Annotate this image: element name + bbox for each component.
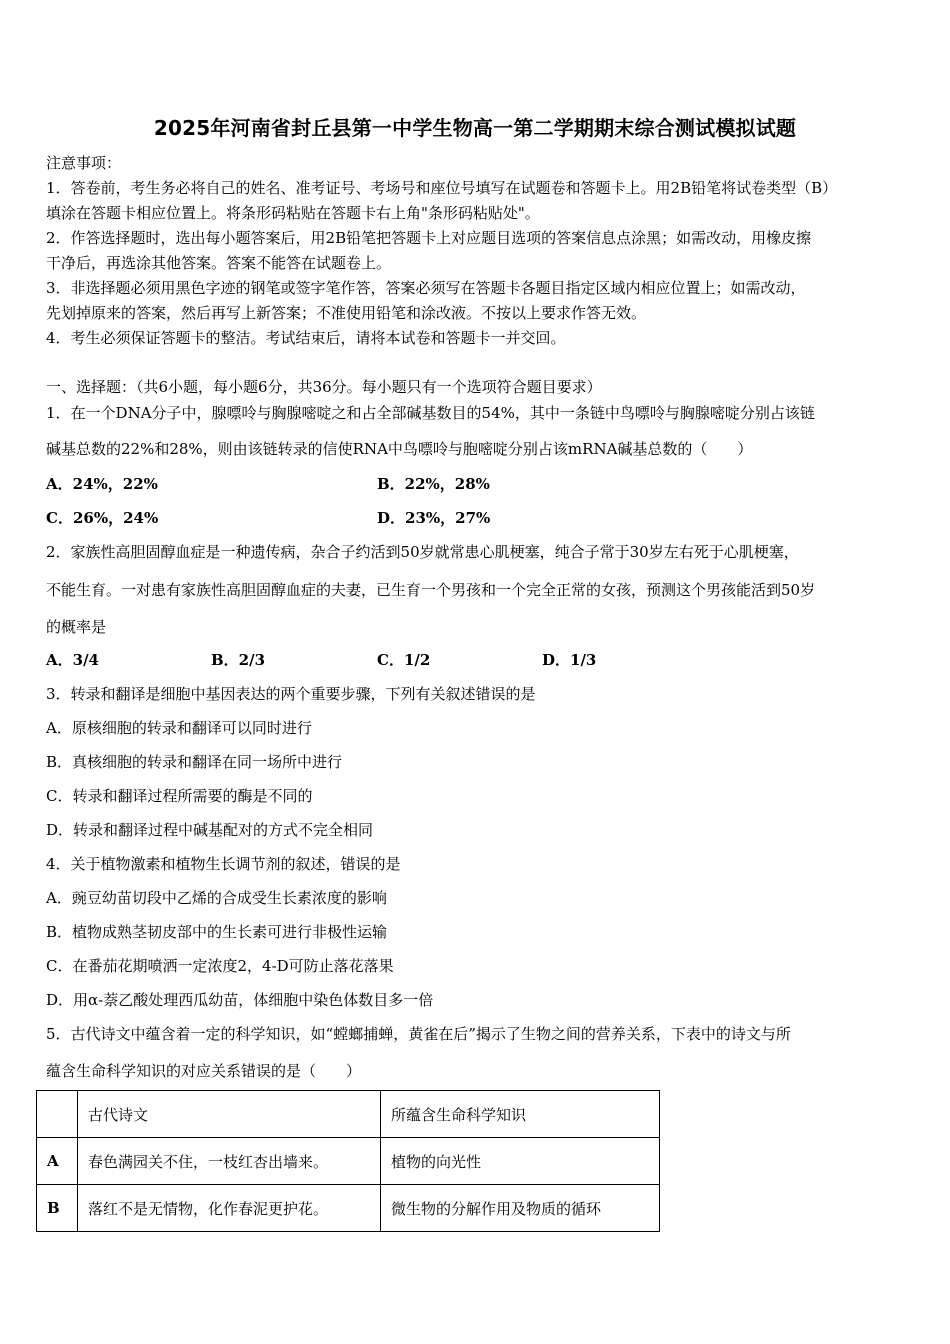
question-2-option-c: C．1/2 xyxy=(377,651,431,669)
table-cell: 落红不是无情物，化作春泥更护花。 xyxy=(78,1185,381,1232)
table-cell: 植物的向光性 xyxy=(381,1138,660,1185)
question-1-line: 碱基总数的22%和28%，则由该链转录的信使RNA中鸟嘌呤与胞嘧啶分别占该mRNA碱基总数的（ ） xyxy=(46,440,753,458)
table-cell: 微生物的分解作用及物质的循环 xyxy=(381,1185,660,1232)
question-1-option-c: C．26%，24% xyxy=(46,509,159,527)
question-2-line: 的概率是 xyxy=(46,618,107,636)
question-1-option-b: B．22%，28% xyxy=(377,475,490,493)
question-3-stem: 3．转录和翻译是细胞中基因表达的两个重要步骤，下列有关叙述错误的是 xyxy=(46,685,536,703)
question-3-option-a: A．原核细胞的转录和翻译可以同时进行 xyxy=(46,719,312,737)
notice-heading: 注意事项： xyxy=(46,154,122,172)
question-5-line: 蕴含生命科学知识的对应关系错误的是（ ） xyxy=(46,1062,362,1080)
question-4-option-a: A．豌豆幼苗切段中乙烯的合成受生长素浓度的影响 xyxy=(46,889,387,907)
question-2-option-b: B．2/3 xyxy=(211,651,266,669)
question-4-option-b: B．植物成熟茎韧皮部中的生长素可进行非极性运输 xyxy=(46,923,388,941)
table-row xyxy=(37,1185,660,1232)
notice-line: 2．作答选择题时，选出每小题答案后，用2B铅笔把答题卡上对应题目选项的答案信息点涂黑；如需改动，用橡皮擦 xyxy=(46,229,812,247)
question-1-option-a: A．24%，22% xyxy=(46,475,158,493)
question-4-option-c: C．在番茄花期喷洒一定浓度2，4-D可防止落花落果 xyxy=(46,957,394,975)
page-title: 2025年河南省封丘县第一中学生物高一第二学期期末综合测试模拟试题 xyxy=(153,116,797,140)
table-cell: 春色满园关不住，一枝红杏出墙来。 xyxy=(78,1138,381,1185)
section-heading: 一、选择题：（共6小题，每小题6分，共36分。每小题只有一个选项符合题目要求） xyxy=(46,378,602,396)
table-cell: A xyxy=(37,1138,78,1185)
poem-knowledge-table xyxy=(36,1090,660,1232)
question-1-line: 1．在一个DNA分子中，腺嘌呤与胸腺嘧啶之和占全部碱基数目的54%，其中一条链中鸟嘌呤与胸腺嘧啶分别占该链 xyxy=(46,404,815,422)
notice-line: 4．考生必须保证答题卡的整洁。考试结束后，请将本试卷和答题卡一并交回。 xyxy=(46,329,566,347)
question-2-option-a: A．3/4 xyxy=(46,651,99,669)
question-2-line: 2．家族性高胆固醇血症是一种遗传病，杂合子约活到50岁就常患心肌梗塞，纯合子常于30岁左右死于心肌梗塞， xyxy=(46,543,799,561)
notice-line: 3．非选择题必须用黑色字迹的钢笔或签字笔作答，答案必须写在答题卡各题目指定区域内相应位置上；如需改动， xyxy=(46,279,806,297)
question-4-option-d: D．用α-萘乙酸处理西瓜幼苗，体细胞中染色体数目多一倍 xyxy=(46,991,434,1009)
question-2-line: 不能生育。一对患有家族性高胆固醇血症的夫妻，已生育一个男孩和一个完全正常的女孩，预测这个男孩能活到50岁 xyxy=(46,581,816,599)
notice-line: 干净后，再选涂其他答案。答案不能答在试题卷上。 xyxy=(46,254,392,272)
question-3-option-b: B．真核细胞的转录和翻译在同一场所中进行 xyxy=(46,753,343,771)
table-header-row xyxy=(37,1091,660,1138)
notice-line: 先划掉原来的答案，然后再写上新答案；不准使用铅笔和涂改液。不按以上要求作答无效。 xyxy=(46,304,647,322)
table-header-cell: 所蕴含生命科学知识 xyxy=(381,1091,660,1138)
table-row xyxy=(37,1138,660,1185)
question-4-stem: 4．关于植物激素和植物生长调节剂的叙述，错误的是 xyxy=(46,855,401,873)
question-3-option-c: C．转录和翻译过程所需要的酶是不同的 xyxy=(46,787,313,805)
table-header-cell xyxy=(37,1091,78,1138)
table-header-cell: 古代诗文 xyxy=(78,1091,381,1138)
table-cell: B xyxy=(37,1185,78,1232)
question-3-option-d: D．转录和翻译过程中碱基配对的方式不完全相同 xyxy=(46,821,374,839)
notice-line: 填涂在答题卡相应位置上。将条形码粘贴在答题卡右上角"条形码粘贴处"。 xyxy=(46,204,540,222)
notice-line: 1．答卷前，考生务必将自己的姓名、准考证号、考场号和座位号填写在试题卷和答题卡上。用2B铅笔将试卷类型（B） xyxy=(46,179,838,197)
question-5-line: 5．古代诗文中蕴含着一定的科学知识，如“螳螂捕蝉，黄雀在后”揭示了生物之间的营养关系，下表中的诗文与所 xyxy=(46,1025,791,1043)
question-1-option-d: D．23%，27% xyxy=(377,509,491,527)
question-2-option-d: D．1/3 xyxy=(542,651,597,669)
